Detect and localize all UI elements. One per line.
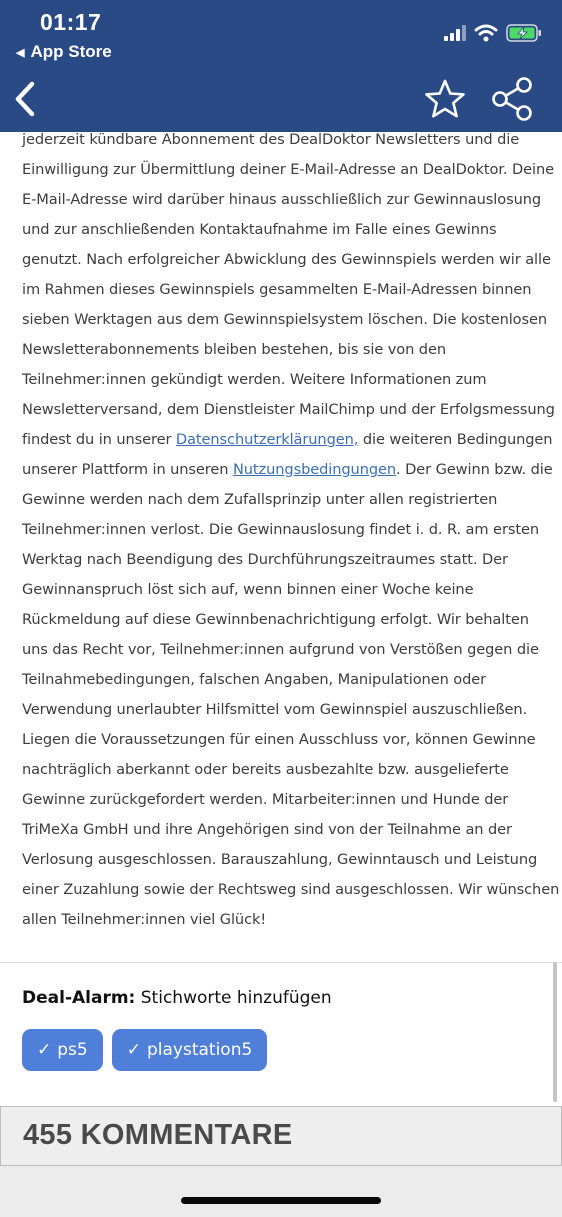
article-line: allen Teilnehmer:innen viel Glück! — [22, 911, 267, 928]
article-line: genutzt. Nach erfolgreicher Abwicklung des Gewinnspiels werden wir alle — [22, 251, 551, 268]
article-line: Newsletterversand, dem Dienstleister MailChimp und der Erfolgsmessung — [22, 401, 555, 418]
wifi-icon — [474, 24, 498, 42]
article-line — [22, 425, 553, 455]
article-line: E-Mail-Adresse wird darüber hinaus ausschließlich zur Gewinnauslosung — [22, 191, 542, 208]
bottom-area — [0, 1166, 562, 1217]
article-line: Verlosung ausgeschlossen. Barauszahlung, Gewinntausch und Leistung — [22, 851, 538, 868]
article-line: und zur anschließenden Kontaktaufnahme im Falle eines Gewinns — [22, 221, 497, 238]
article-line: sieben Werktagen aus dem Gewinnspielsystem löschen. Die kostenlosen — [22, 311, 548, 328]
article-line: Verwendung unerlaubter Hilfsmittel vom Gewinnspiel auszuschließen. — [22, 701, 528, 718]
status-icons — [444, 24, 542, 42]
back-triangle-icon: ◀ — [16, 46, 25, 59]
article-line — [22, 455, 553, 485]
article-line: im Rahmen dieses Gewinnspiels gesammelten E-Mail-Adressen binnen — [22, 281, 532, 298]
scrollbar[interactable] — [553, 962, 557, 1102]
article-line: Newsletterabonnements bleiben bestehen, bis sie von den — [22, 341, 446, 358]
comments-header[interactable] — [0, 1106, 562, 1166]
check-icon: ✓ — [126, 1040, 141, 1060]
status-time: 01:17 — [40, 9, 102, 35]
comments-title: 455 KOMMENTARE — [23, 1119, 293, 1151]
article-line: Einwilligung zur Übermittlung deiner E-Mail-Adresse an DealDoktor. Deine — [22, 161, 554, 178]
article-line: Gewinne werden nach dem Zufallsprinzip unter allen registrierten — [22, 491, 498, 508]
line-text: die weiteren Bedingungen — [358, 431, 553, 448]
article-line: TriMeXa GmbH und ihre Angehörigen sind von der Teilnahme an der — [22, 821, 512, 838]
section-divider — [0, 962, 562, 963]
tag-label: ps5 — [57, 1040, 88, 1060]
signal-icon — [444, 25, 466, 41]
article-line: Teilnehmer:innen gekündigt werden. Weitere Informationen zum — [22, 371, 487, 388]
article-body — [22, 125, 560, 935]
check-icon: ✓ — [37, 1040, 52, 1060]
keyword-tags — [22, 1029, 267, 1071]
deal-alarm-subtitle: Stichworte hinzufügen — [135, 988, 332, 1008]
back-chevron-icon[interactable] — [10, 80, 40, 118]
article-line: nachträglich aberkannt oder bereits ausbezahlte bzw. ausgelieferte — [22, 761, 509, 778]
article-line: Teilnehmer:innen verlost. Die Gewinnauslosung findet i. d. R. am ersten — [22, 521, 539, 538]
article-line: Gewinne zurückgefordert werden. Mitarbeiter:innen und Hunde der — [22, 791, 509, 808]
article-line: einer Zuzahlung sowie der Rechtsweg sind ausgeschlossen. Wir wünschen — [22, 881, 560, 898]
article-line: uns das Recht vor, Teilnehmer:innen aufgrund von Verstößen gegen die — [22, 641, 539, 658]
article-line: Rückmeldung auf diese Gewinnbenachrichtigung erfolgt. Wir behalten — [22, 611, 529, 628]
share-icon[interactable] — [490, 76, 534, 122]
back-to-app-store[interactable] — [16, 42, 112, 62]
article-line: Werktag nach Beendigung des Durchführungszeitraumes statt. Der — [22, 551, 508, 568]
battery-charging-icon — [506, 24, 542, 42]
star-icon[interactable] — [424, 78, 466, 120]
line-text: findest du in unserer — [22, 431, 176, 448]
app-header — [0, 0, 562, 132]
article-line: Teilnahmebedingungen, falschen Angaben, Manipulationen oder — [22, 671, 487, 688]
deal-alarm-label: Deal-Alarm: — [22, 988, 136, 1008]
line-text: . Der Gewinn bzw. die — [396, 461, 553, 478]
tag-playstation5[interactable] — [112, 1029, 268, 1071]
line-text: unserer Plattform in unseren — [22, 461, 233, 478]
inline-link[interactable]: Datenschutzerklärungen, — [175, 431, 359, 448]
home-indicator[interactable] — [181, 1197, 381, 1204]
article-line: Liegen die Voraussetzungen für einen Ausschluss vor, können Gewinne — [22, 731, 536, 748]
tag-ps5[interactable] — [22, 1029, 103, 1071]
inline-link[interactable]: Nutzungsbedingungen — [232, 461, 397, 478]
back-app-label: App Store — [30, 42, 112, 61]
article-line: Gewinnanspruch löst sich auf, wenn binnen einer Woche keine — [22, 581, 474, 598]
tag-label: playstation5 — [146, 1040, 253, 1060]
article-line: jederzeit kündbare Abonnement des DealDoktor Newsletters und die — [22, 131, 520, 148]
deal-alarm-title — [22, 988, 332, 1008]
